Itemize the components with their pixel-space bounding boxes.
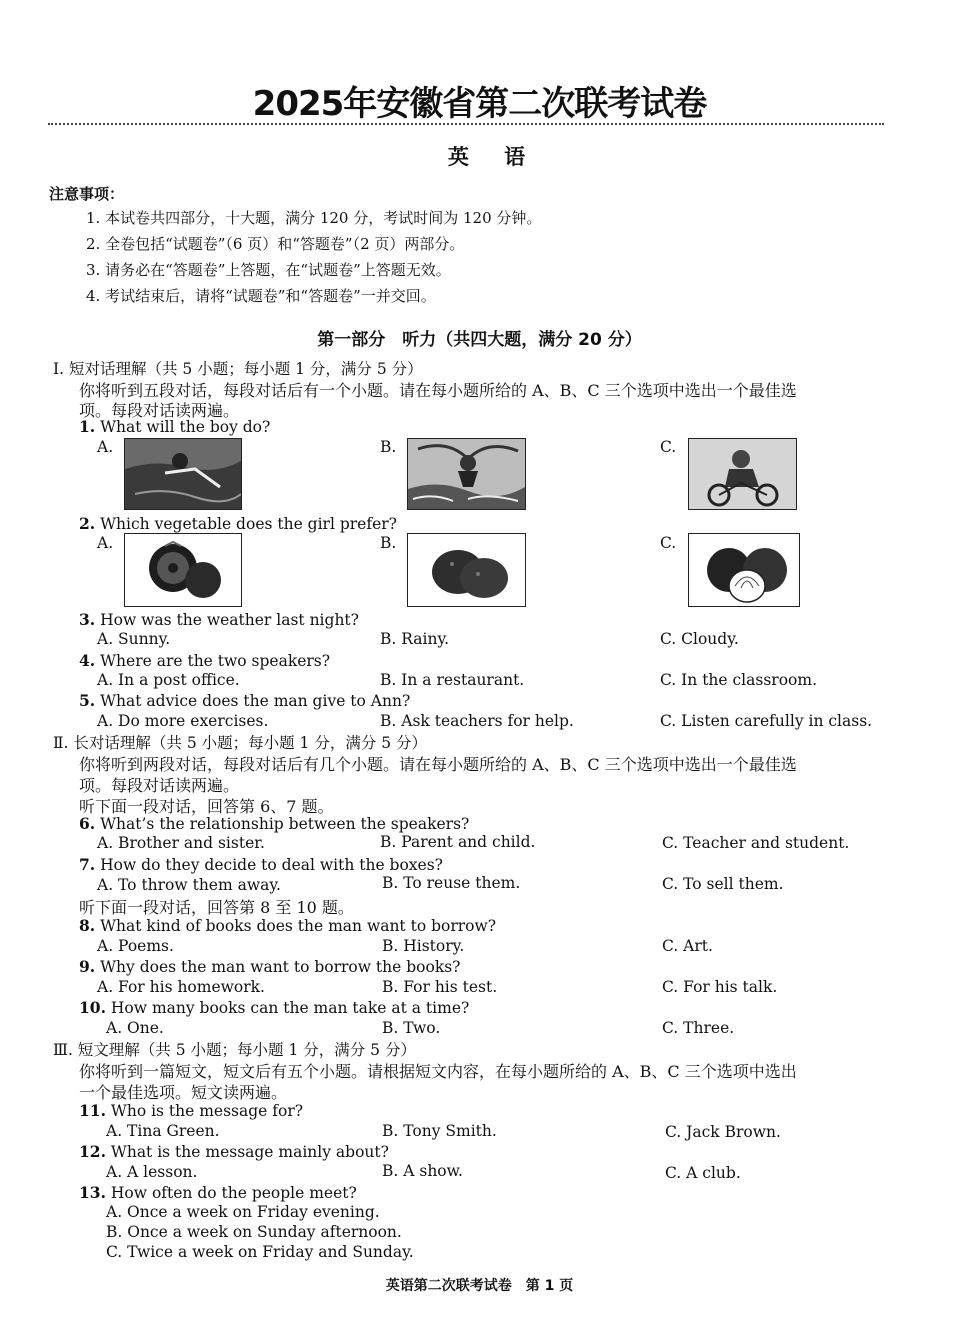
option-b[interactable]: B. Once a week on Sunday afternoon. — [106, 1223, 402, 1241]
note-item: 4. 考试结束后，请将“试题卷”和“答题卷”一并交回。 — [86, 287, 436, 305]
option-a[interactable]: A. In a post office. — [97, 671, 240, 689]
exam-title: 2025年安徽省第二次联考试卷 — [252, 84, 707, 124]
option-a[interactable]: A. For his homework. — [97, 978, 265, 996]
option-b[interactable]: B. Ask teachers for help. — [380, 712, 574, 730]
option-c[interactable]: C. To sell them. — [662, 875, 784, 893]
tomato-picture[interactable] — [124, 533, 242, 607]
note-item: 3. 请务必在“答题卷”上答题，在“试题卷”上答题无效。 — [86, 261, 451, 279]
subject-title: 英 语 — [447, 145, 540, 169]
option-label: B. — [380, 534, 397, 552]
question-2: 2. Which vegetable does the girl prefer? — [79, 514, 397, 533]
potato-picture[interactable] — [407, 533, 526, 607]
option-b[interactable]: B. A show. — [382, 1162, 463, 1180]
note-item: 1. 本试卷共四部分，十大题，满分 120 分，考试时间为 120 分钟。 — [86, 209, 542, 227]
option-label: C. — [660, 438, 677, 456]
section-instructions: 项。每段对话读两遍。 — [79, 776, 240, 795]
option-a[interactable]: A. Do more exercises. — [97, 712, 269, 730]
option-c[interactable]: C. A club. — [665, 1164, 741, 1182]
option-b[interactable]: B. To reuse them. — [382, 874, 521, 892]
title-divider — [48, 123, 884, 125]
option-a[interactable]: A. A lesson. — [106, 1163, 198, 1181]
question-13: 13. How often do the people meet? — [79, 1183, 357, 1202]
section-instructions: 项。每段对话读两遍。 — [79, 401, 240, 420]
section-instructions: 一个最佳选项。短文读两遍。 — [79, 1083, 288, 1102]
option-a[interactable]: A. To throw them away. — [97, 876, 281, 894]
option-a[interactable]: A. Sunny. — [97, 630, 171, 648]
question-5: 5. What advice does the man give to Ann? — [79, 691, 411, 710]
option-b[interactable]: B. Two. — [382, 1019, 441, 1037]
section-instructions: 你将听到两段对话，每段对话后有几个小题。请在每小题所给的 A、B、C 三个选项中选出一个最佳选 — [79, 755, 797, 774]
question-9: 9. Why does the man want to borrow the books? — [79, 957, 461, 976]
option-c[interactable]: C. Teacher and student. — [662, 834, 850, 852]
section-heading: Ⅱ. 长对话理解（共 5 小题；每小题 1 分，满分 5 分） — [53, 734, 428, 752]
section-heading: Ⅲ. 短文理解（共 5 小题；每小题 1 分，满分 5 分） — [53, 1041, 416, 1059]
option-b[interactable]: B. Tony Smith. — [382, 1122, 497, 1140]
option-c[interactable]: C. Jack Brown. — [665, 1123, 781, 1141]
option-b[interactable]: B. In a restaurant. — [380, 671, 525, 689]
question-4: 4. Where are the two speakers? — [79, 651, 331, 670]
question-11: 11. Who is the message for? — [79, 1101, 304, 1120]
question-6: 6. What’s the relationship between the speakers? — [79, 814, 470, 833]
question-3: 3. How was the weather last night? — [79, 610, 359, 629]
option-label: C. — [660, 534, 677, 552]
question-8: 8. What kind of books does the man want to borrow? — [79, 916, 497, 935]
option-c[interactable]: C. Cloudy. — [660, 630, 739, 648]
question-10: 10. How many books can the man take at a time? — [79, 998, 470, 1017]
question-12: 12. What is the message mainly about? — [79, 1142, 389, 1161]
option-a[interactable]: A. Poems. — [97, 937, 174, 955]
option-c[interactable]: C. Twice a week on Friday and Sunday. — [106, 1243, 414, 1261]
section-instructions: 你将听到五段对话，每段对话后有一个小题。请在每小题所给的 A、B、C 三个选项中选出一个最佳选 — [79, 381, 797, 400]
option-label: A. — [97, 534, 114, 552]
page-footer: 英语第二次联考试卷 第 1 页 — [385, 1278, 574, 1294]
notes-heading: 注意事项： — [49, 185, 125, 203]
option-b[interactable]: B. Parent and child. — [380, 833, 536, 851]
section-instructions: 你将听到一篇短文，短文后有五个小题。请根据短文内容，在每小题所给的 A、B、C 三个选项中选出 — [79, 1062, 797, 1081]
option-b[interactable]: B. History. — [382, 937, 465, 955]
option-a[interactable]: A. Brother and sister. — [97, 834, 265, 852]
option-a[interactable]: A. Tina Green. — [106, 1122, 220, 1140]
dialogue-lead: 听下面一段对话，回答第 8 至 10 题。 — [79, 898, 354, 917]
option-c[interactable]: C. Art. — [662, 937, 713, 955]
option-label: A. — [97, 438, 114, 456]
part-title: 第一部分 听力（共四大题，满分 20 分） — [317, 330, 642, 350]
surfing-picture[interactable] — [407, 438, 526, 510]
dialogue-lead: 听下面一段对话，回答第 6、7 题。 — [79, 797, 334, 816]
option-label: B. — [380, 438, 397, 456]
swimming-picture[interactable] — [124, 438, 242, 510]
section-heading: Ⅰ. 短对话理解（共 5 小题；每小题 1 分，满分 5 分） — [53, 360, 423, 378]
option-c[interactable]: C. In the classroom. — [660, 671, 817, 689]
note-item: 2. 全卷包括“试题卷”（6 页）和“答题卷”（2 页）两部分。 — [86, 235, 465, 253]
option-c[interactable]: C. Three. — [662, 1019, 735, 1037]
cycling-picture[interactable] — [688, 438, 797, 510]
option-a[interactable]: A. One. — [106, 1019, 164, 1037]
option-b[interactable]: B. Rainy. — [380, 630, 450, 648]
option-b[interactable]: B. For his test. — [382, 978, 498, 996]
onion-picture[interactable] — [688, 533, 800, 607]
question-7: 7. How do they decide to deal with the boxes? — [79, 855, 443, 874]
option-c[interactable]: C. For his talk. — [662, 978, 778, 996]
option-a[interactable]: A. Once a week on Friday evening. — [106, 1203, 380, 1221]
option-c[interactable]: C. Listen carefully in class. — [660, 712, 873, 730]
question-1: 1. What will the boy do? — [79, 417, 271, 436]
